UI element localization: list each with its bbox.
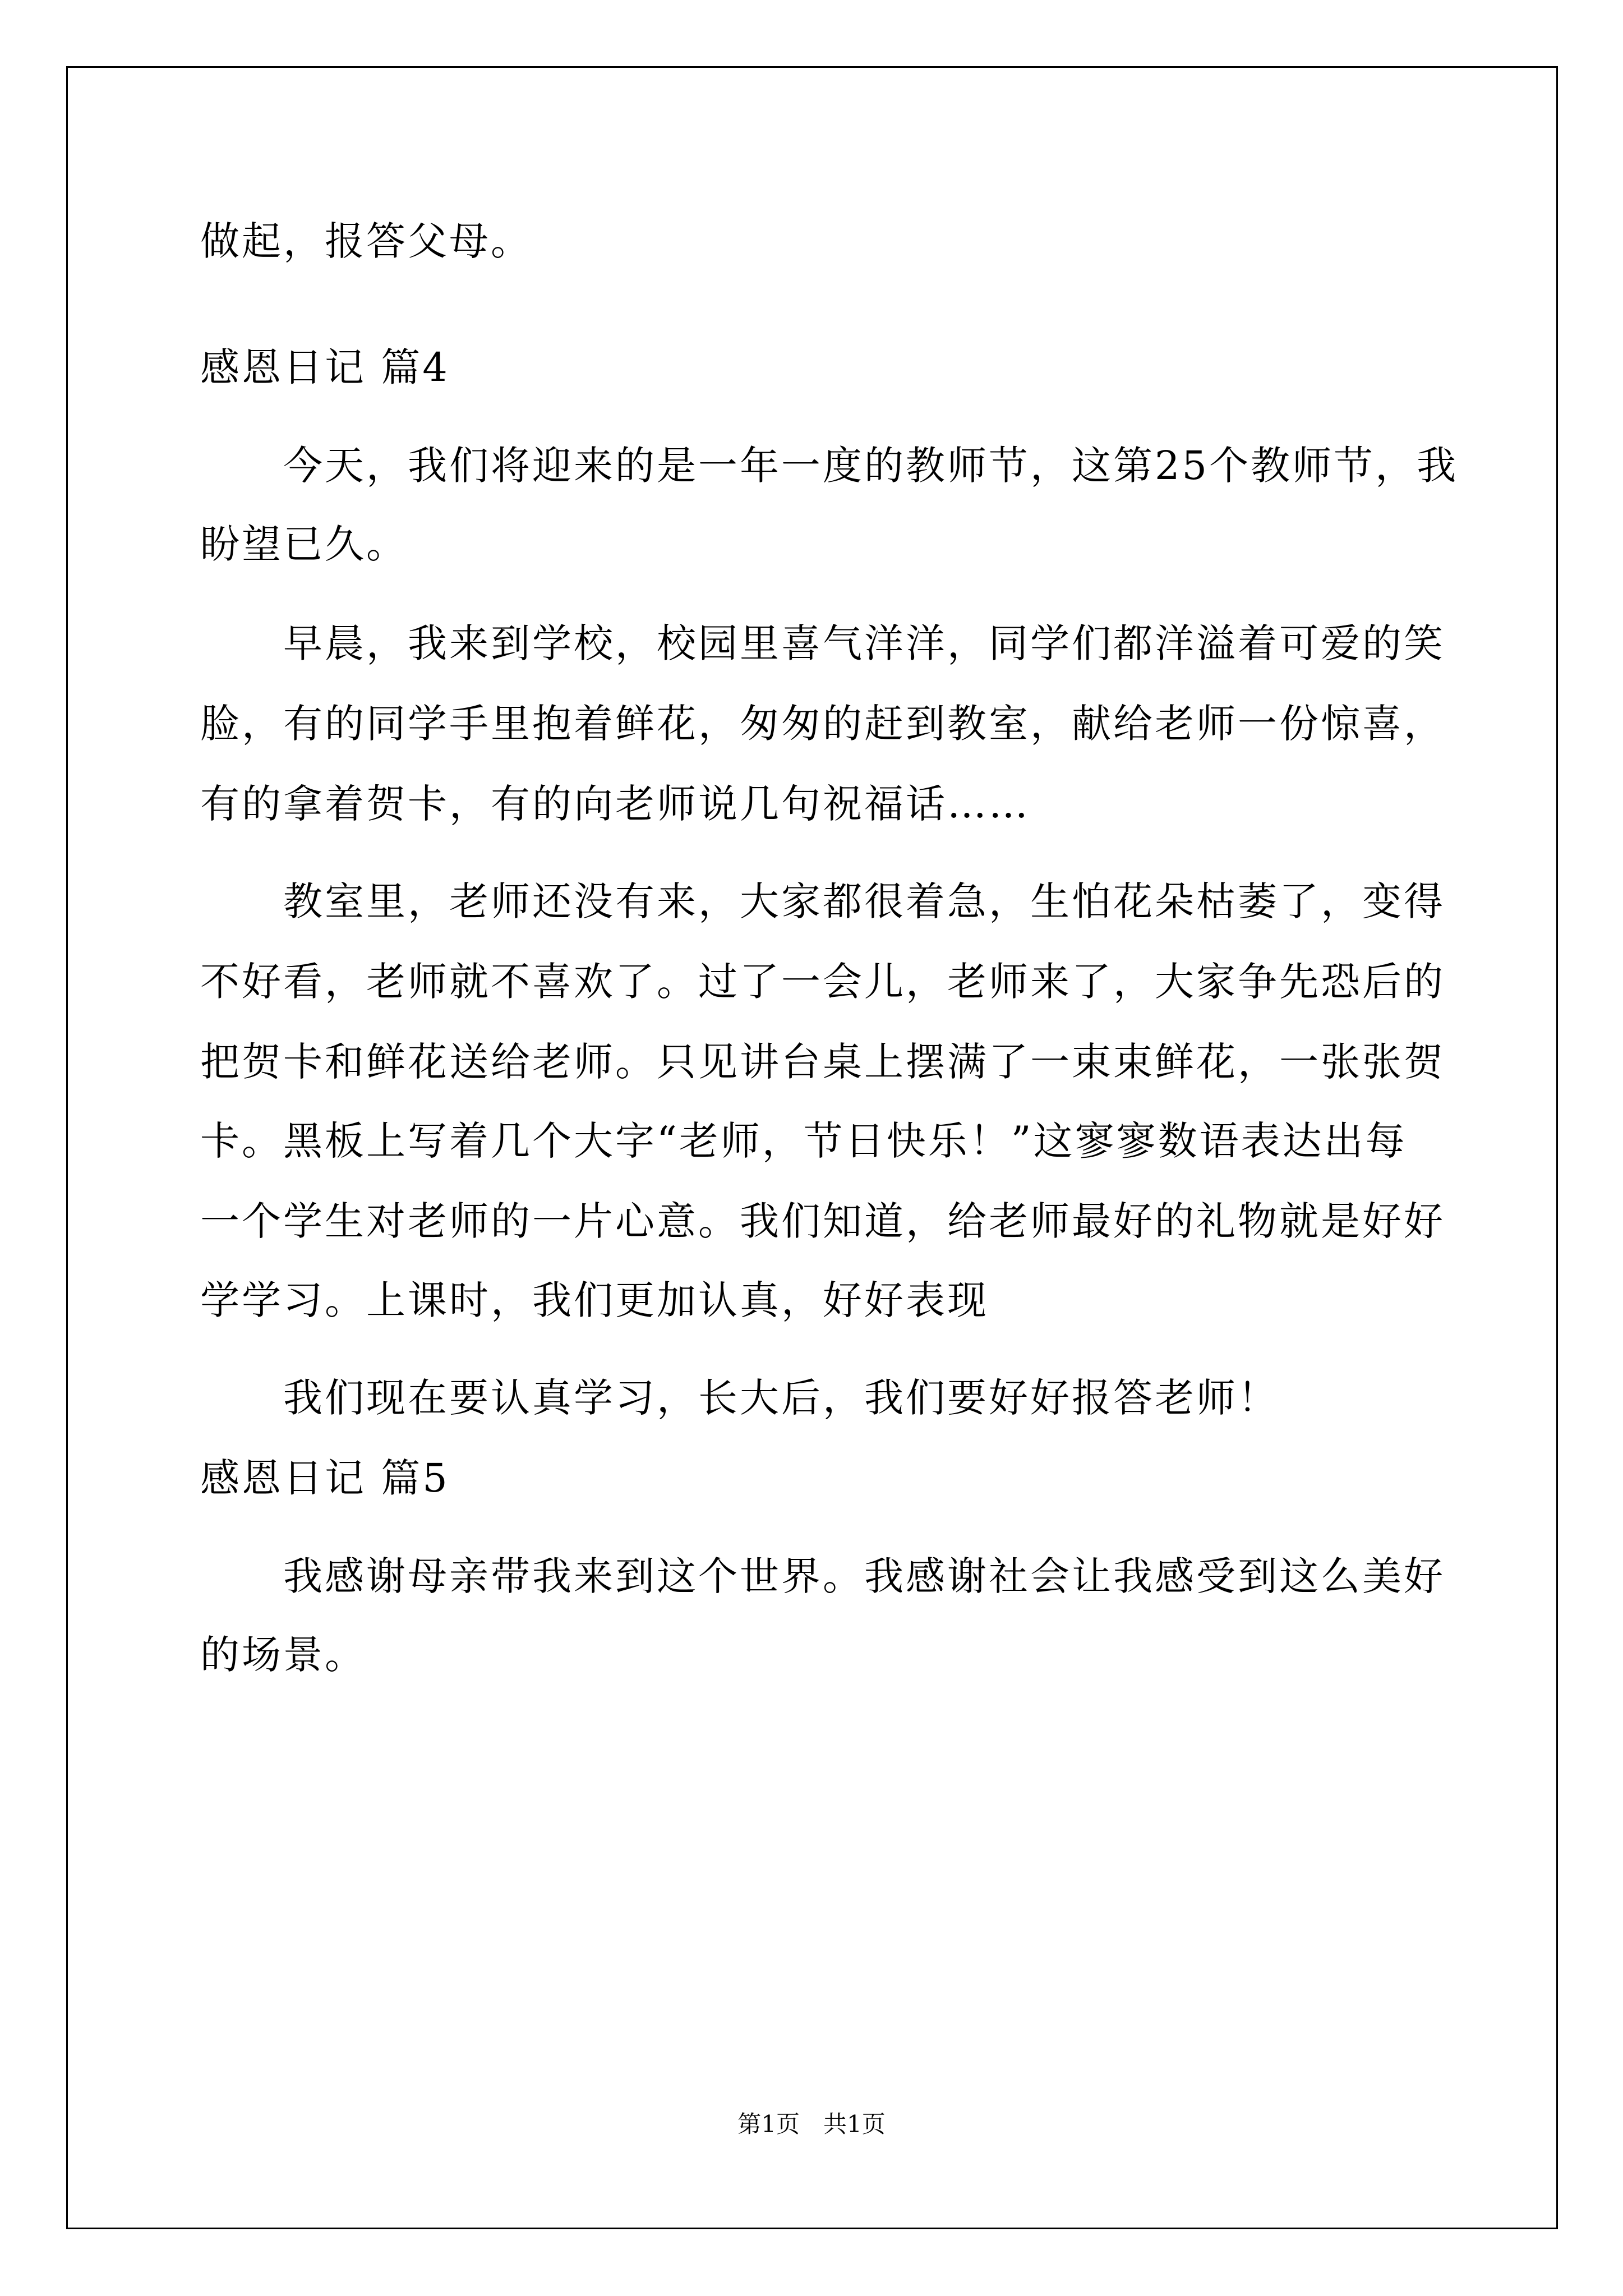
paragraph-line: 的场景。 [200, 1632, 366, 1678]
paragraph-line: 我感谢母亲带我来到这个世界。我感谢社会让我感受到这么美好 [283, 1553, 1445, 1599]
paragraph-line: 一个学生对老师的一片心意。我们知道，给老师最好的礼物就是好好 [200, 1198, 1445, 1244]
text-line: 做起，报答父母。 [200, 218, 532, 264]
paragraph-line: 今天，我们将迎来的是一年一度的教师节，这第25个教师节，我 [283, 443, 1459, 489]
section-heading: 感恩日记 篇4 [200, 344, 450, 390]
paragraph-line: 把贺卡和鲜花送给老师。只见讲台桌上摆满了一束束鲜花，一张张贺 [200, 1039, 1445, 1085]
paragraph-line: 有的拿着贺卡，有的向老师说几句祝福话…… [200, 781, 1030, 827]
paragraph-line: 早晨，我来到学校，校园里喜气洋洋，同学们都洋溢着可爱的笑 [283, 620, 1445, 666]
paragraph-line: 盼望已久。 [200, 521, 408, 567]
paragraph-line: 脸，有的同学手里抱着鲜花，匆匆的赶到教室，献给老师一份惊喜， [200, 701, 1445, 747]
paragraph-line: 学学习。上课时，我们更加认真，好好表现 [200, 1277, 989, 1323]
paragraph-line: 我们现在要认真学习，长大后，我们要好好报答老师！ [283, 1375, 1279, 1421]
page-footer: 第1页 共1页 [737, 2110, 886, 2138]
paragraph-line: 不好看，老师就不喜欢了。过了一会儿，老师来了，大家争先恐后的 [200, 959, 1445, 1005]
paragraph-line: 教室里，老师还没有来，大家都很着急，生怕花朵枯萎了，变得 [283, 878, 1445, 924]
section-heading: 感恩日记 篇5 [200, 1455, 450, 1501]
paragraph-line: 卡。黑板上写着几个大字“老师，节日快乐！”这寥寥数语表达出每 [200, 1118, 1407, 1164]
